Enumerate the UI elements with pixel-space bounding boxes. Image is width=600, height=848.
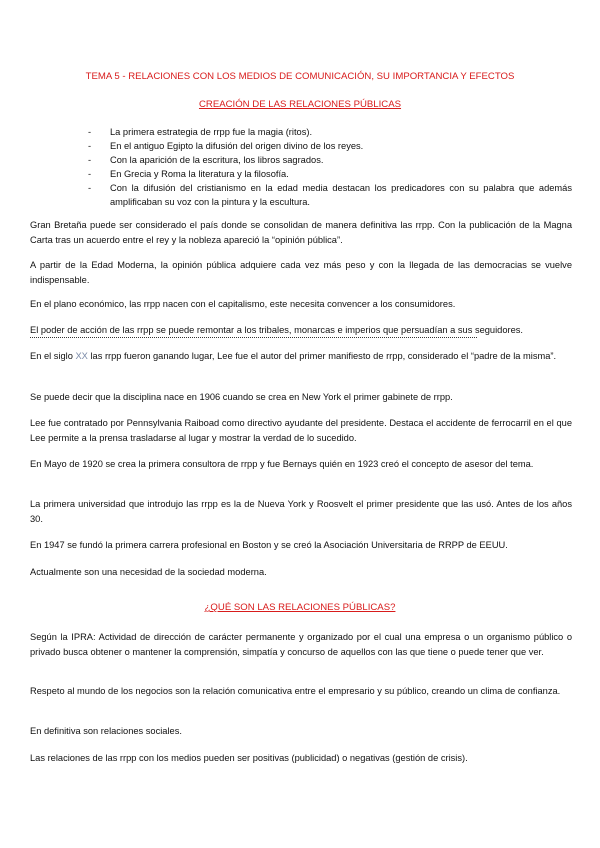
bullet-text: Con la difusión del cristianismo en la edad media destacan los predicadores con su palabra que además amplificaban su voz con la pintura y la escultura. (110, 183, 572, 207)
bullet-text: En el antiguo Egipto la difusión del origen divino de los reyes. (110, 141, 364, 151)
dotted-separator (30, 337, 477, 338)
paragraph-1947: En 1947 se fundó la primera carrera profesional en Boston y se creó la Asociación Universitaria de RRPP de EEUU. (30, 540, 508, 550)
paragraph-plano-economico: En el plano económico, las rrpp nacen con el capitalismo, este necesita convencer a los consumidores. (30, 299, 456, 309)
paragraph-definitiva: En definitiva son relaciones sociales. (30, 726, 182, 736)
paragraph-text: las rrpp fueron ganando lugar, Lee fue el autor del primer manifiesto de rrpp, considerado el “padre de la misma”. (87, 351, 557, 361)
paragraph-negocios: Respeto al mundo de los negocios son la relación comunicativa entre el empresario y su público, creando un clima de confianza. (30, 686, 561, 696)
bullet-dash: - (88, 183, 92, 193)
paragraph-siglo-xx (30, 349, 572, 364)
list-item (88, 125, 572, 139)
list-item (88, 167, 572, 181)
paragraph-gran-bretana: Gran Bretaña puede ser considerado el país donde se consolidan de manera definitiva las rrpp. Con la publicación de la Magna Carta tras un acuerdo entre el rey y la nobleza apareció la “opinión pública”. (30, 220, 572, 245)
paragraph-1906: Se puede decir que la disciplina nace en 1906 cuando se crea en New York el primer gabinete de rrpp. (30, 392, 453, 402)
paragraph-poder-accion: El poder de acción de las rrpp se puede remontar a los tribales, monarcas e imperios que persuadían a sus seguidores. (30, 325, 524, 335)
list-item (88, 153, 572, 167)
history-bullet-list (88, 125, 572, 209)
paragraph-primera-universidad: La primera universidad que introdujo las rrpp es la de Nueva York y Roosvelt el primer presidente que las usó. Antes de los años 30. (30, 499, 572, 524)
bullet-text: La primera estrategia de rrpp fue la magia (ritos). (110, 127, 313, 137)
bullet-dash: - (88, 155, 92, 165)
paragraph-actualmente: Actualmente son una necesidad de la sociedad moderna. (30, 567, 267, 577)
paragraph-text: En el siglo (30, 351, 76, 361)
paragraph-lee-contratado: Lee fue contratado por Pennsylvania Raiboad como directivo ayudante del presidente. Destaca el accidente de ferrocarril en el que Lee permite a la prensa trasladarse al lugar y mostrar la verdad de lo sucedido. (30, 418, 572, 443)
document-title: TEMA 5 - RELACIONES CON LOS MEDIOS DE COMUNICACIÓN, SU IMPORTANCIA Y EFECTOS (85, 71, 515, 82)
bullet-text: Con la aparición de la escritura, los libros sagrados. (110, 155, 324, 165)
list-item (88, 139, 572, 153)
paragraph-ipra: Según la IPRA: Actividad de dirección de carácter permanente y organizado por el cual una empresa o un organismo público o privado busca obtener o mantener la comprensión, simpatía y concurso de aquellos con las que tiene o puede tener que ver. (30, 632, 572, 657)
highlighted-text: XX (75, 351, 88, 361)
list-item (88, 181, 572, 209)
paragraph-medios: Las relaciones de las rrpp con los medios pueden ser positivas (publicidad) o negativas (gestión de crisis). (30, 753, 468, 763)
section-heading-que-son: ¿QUÉ SON LAS RELACIONES PÚBLICAS? (204, 602, 396, 613)
bullet-dash: - (88, 127, 92, 137)
bullet-text: En Grecia y Roma la literatura y la filosofía. (110, 169, 289, 179)
section-heading-creation: CREACIÓN DE LAS RELACIONES PÚBLICAS (198, 99, 402, 110)
bullet-dash: - (88, 169, 92, 179)
paragraph-mayo-1920: En Mayo de 1920 se crea la primera consultora de rrpp y fue Bernays quién en 1923 creó el concepto de asesor del tema. (30, 459, 534, 469)
bullet-dash: - (88, 141, 92, 151)
paragraph-edad-moderna: A partir de la Edad Moderna, la opinión pública adquiere cada vez más peso y con la llegada de las democracias se vuelve indispensable. (30, 260, 572, 285)
